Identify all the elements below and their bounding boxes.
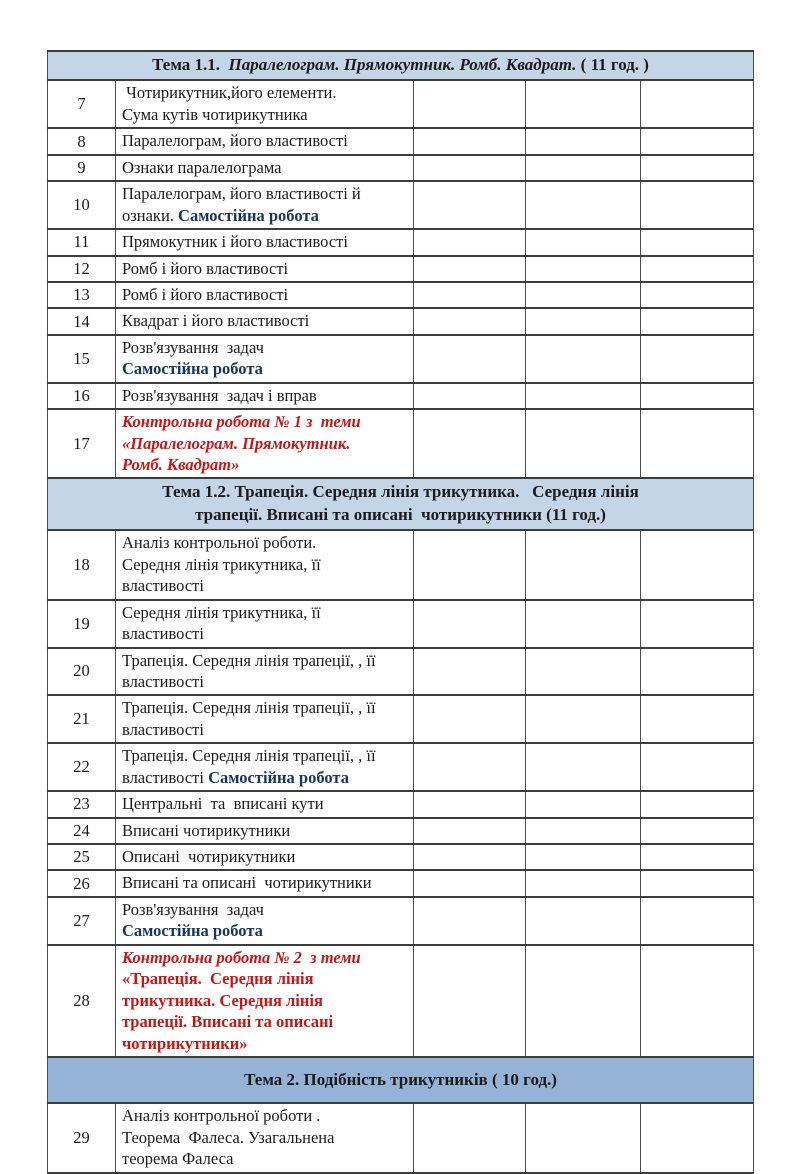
lesson-topic-cell bbox=[116, 181, 414, 229]
lesson-topic-cell bbox=[116, 844, 414, 870]
empty-cell bbox=[526, 791, 641, 817]
empty-cell bbox=[526, 818, 641, 844]
text-line bbox=[54, 504, 747, 526]
text-run: Вписані та описані чотирикутники bbox=[122, 873, 372, 893]
text-line bbox=[122, 1033, 409, 1054]
text-run: Сума кутів чотирикутника bbox=[122, 104, 308, 124]
empty-cell bbox=[641, 409, 754, 478]
text-line bbox=[122, 623, 409, 644]
text-line bbox=[122, 1148, 409, 1169]
text-line bbox=[122, 745, 409, 766]
text-run: Чотирикутник,його елементи. bbox=[122, 83, 337, 103]
empty-cell bbox=[526, 229, 641, 255]
lesson-number-cell: 15 bbox=[48, 335, 116, 383]
lesson-topic-cell bbox=[116, 870, 414, 896]
text-line bbox=[122, 310, 409, 331]
text-run: Середня лінія трикутника, її bbox=[122, 602, 321, 622]
lesson-topic-cell bbox=[116, 128, 414, 154]
lesson-row bbox=[48, 1103, 754, 1172]
text-line bbox=[122, 385, 409, 406]
empty-cell bbox=[414, 870, 526, 896]
text-run: чотирикутники» bbox=[122, 1033, 248, 1053]
text-run: Описані чотирикутники bbox=[122, 847, 296, 866]
text-run: Центральні та вписані кути bbox=[122, 794, 324, 814]
lesson-row bbox=[48, 282, 754, 308]
lesson-number-cell: 29 bbox=[48, 1103, 116, 1172]
empty-cell bbox=[641, 743, 754, 791]
empty-cell bbox=[526, 128, 641, 154]
empty-cell bbox=[526, 1103, 641, 1172]
empty-cell bbox=[641, 282, 754, 308]
text-run: Тема 1.1. bbox=[152, 55, 229, 74]
lesson-row bbox=[48, 80, 754, 128]
text-run: Розв'язування задач і вправ bbox=[122, 385, 317, 405]
empty-cell bbox=[641, 256, 754, 282]
empty-cell bbox=[526, 80, 641, 128]
text-line bbox=[122, 968, 409, 989]
lesson-number-cell: 10 bbox=[48, 181, 116, 229]
theme-row bbox=[48, 51, 754, 80]
empty-cell bbox=[526, 897, 641, 945]
lesson-number-cell: 7 bbox=[48, 80, 116, 128]
text-line bbox=[122, 104, 409, 125]
text-line bbox=[122, 920, 409, 941]
curriculum-table bbox=[47, 50, 754, 1174]
theme-header-cell bbox=[48, 51, 754, 80]
text-line bbox=[122, 947, 409, 968]
text-run: Тема 1.2. Трапеція. Середня лінія трикутника. Середня лінія bbox=[162, 482, 639, 502]
text-line bbox=[54, 54, 747, 76]
text-run: Контрольна робота № 1 з теми bbox=[122, 412, 361, 432]
empty-cell bbox=[526, 335, 641, 383]
empty-cell bbox=[641, 897, 754, 945]
lesson-number-cell: 11 bbox=[48, 229, 116, 255]
lesson-topic-cell bbox=[116, 282, 414, 308]
lesson-number-cell: 24 bbox=[48, 818, 116, 844]
text-run: Самостійна робота bbox=[122, 921, 263, 941]
empty-cell bbox=[526, 870, 641, 896]
text-run: Ромб і його властивості bbox=[122, 284, 289, 304]
text-line bbox=[122, 899, 409, 920]
empty-cell bbox=[526, 383, 641, 409]
empty-cell bbox=[414, 282, 526, 308]
empty-cell bbox=[414, 530, 526, 599]
theme-header-cell bbox=[48, 478, 754, 530]
text-run: властивості bbox=[122, 767, 209, 787]
lesson-topic-cell bbox=[116, 743, 414, 791]
text-line bbox=[122, 454, 409, 475]
text-run: Ромб і його властивості bbox=[122, 258, 289, 278]
empty-cell bbox=[414, 791, 526, 817]
text-run: Вписані чотирикутники bbox=[122, 820, 291, 840]
lesson-number-cell: 23 bbox=[48, 791, 116, 817]
empty-cell bbox=[641, 308, 754, 334]
empty-cell bbox=[641, 945, 754, 1057]
empty-cell bbox=[414, 743, 526, 791]
text-run: Паралелограм, його властивості й bbox=[122, 184, 361, 204]
theme-row bbox=[48, 1057, 754, 1103]
text-line bbox=[122, 157, 409, 178]
text-run: «Паралелограм. Прямокутник. bbox=[122, 433, 351, 453]
text-line bbox=[122, 1011, 409, 1032]
text-line bbox=[54, 1069, 747, 1091]
empty-cell bbox=[414, 229, 526, 255]
lesson-row bbox=[48, 945, 754, 1057]
lesson-row bbox=[48, 695, 754, 743]
empty-cell bbox=[641, 383, 754, 409]
lesson-row bbox=[48, 897, 754, 945]
text-run: Квадрат і його властивості bbox=[122, 311, 310, 331]
empty-cell bbox=[414, 308, 526, 334]
text-line bbox=[122, 258, 409, 279]
text-run: Трапеція. Середня лінія трапеції, , її bbox=[122, 650, 376, 670]
empty-cell bbox=[414, 128, 526, 154]
text-run: Тема 2. Подібність трикутників ( 10 год.) bbox=[244, 1069, 557, 1089]
lesson-topic-cell bbox=[116, 409, 414, 478]
lesson-row bbox=[48, 308, 754, 334]
text-run: Розв'язування задач bbox=[122, 337, 264, 357]
text-line bbox=[122, 602, 409, 623]
text-run: трикутника. Середня лінія bbox=[122, 990, 323, 1010]
lesson-number-cell: 22 bbox=[48, 743, 116, 791]
text-run: Ромб. Квадрат» bbox=[122, 455, 240, 474]
text-run: Середня лінія трикутника, її bbox=[122, 554, 321, 574]
text-line bbox=[122, 337, 409, 358]
lesson-topic-cell bbox=[116, 818, 414, 844]
empty-cell bbox=[526, 256, 641, 282]
empty-cell bbox=[641, 648, 754, 696]
text-run: теорема Фалеса bbox=[122, 1149, 234, 1169]
lesson-number-cell: 17 bbox=[48, 409, 116, 478]
text-line bbox=[122, 183, 409, 204]
lesson-row bbox=[48, 383, 754, 409]
text-line bbox=[122, 793, 409, 814]
lesson-topic-cell bbox=[116, 530, 414, 599]
text-run: Аналіз контрольної роботи. bbox=[122, 533, 317, 553]
text-run: Самостійна робота bbox=[122, 359, 263, 379]
lesson-topic-cell bbox=[116, 1103, 414, 1172]
empty-cell bbox=[414, 256, 526, 282]
text-run: Паралелограм, його властивості bbox=[122, 131, 348, 151]
empty-cell bbox=[414, 818, 526, 844]
empty-cell bbox=[641, 335, 754, 383]
lesson-row bbox=[48, 229, 754, 255]
theme-row bbox=[48, 478, 754, 530]
text-run: Самостійна робота bbox=[178, 205, 319, 225]
text-line bbox=[122, 846, 409, 867]
text-run: Аналіз контрольної роботи . bbox=[122, 1106, 321, 1126]
empty-cell bbox=[414, 409, 526, 478]
empty-cell bbox=[526, 600, 641, 648]
lesson-number-cell: 20 bbox=[48, 648, 116, 696]
empty-cell bbox=[641, 80, 754, 128]
lesson-topic-cell bbox=[116, 648, 414, 696]
lesson-number-cell: 25 bbox=[48, 844, 116, 870]
empty-cell bbox=[526, 695, 641, 743]
lesson-row bbox=[48, 791, 754, 817]
text-line bbox=[122, 697, 409, 718]
empty-cell bbox=[526, 743, 641, 791]
empty-cell bbox=[414, 945, 526, 1057]
lesson-number-cell: 19 bbox=[48, 600, 116, 648]
lesson-topic-cell bbox=[116, 155, 414, 181]
text-run: Ознаки паралелограма bbox=[122, 157, 282, 177]
lesson-number-cell: 28 bbox=[48, 945, 116, 1057]
empty-cell bbox=[641, 229, 754, 255]
text-line bbox=[122, 719, 409, 740]
lesson-row bbox=[48, 743, 754, 791]
lesson-number-cell: 21 bbox=[48, 695, 116, 743]
empty-cell bbox=[641, 695, 754, 743]
text-line bbox=[122, 872, 409, 893]
lesson-row bbox=[48, 600, 754, 648]
text-run: властивості bbox=[122, 576, 204, 596]
lesson-number-cell: 26 bbox=[48, 870, 116, 896]
empty-cell bbox=[526, 308, 641, 334]
text-line bbox=[122, 532, 409, 553]
lesson-number-cell: 18 bbox=[48, 530, 116, 599]
lesson-number-cell: 13 bbox=[48, 282, 116, 308]
text-run: ознаки. bbox=[122, 205, 179, 225]
text-run: трапеції. Вписані та описані чотирикутники (11 год.) bbox=[195, 504, 606, 524]
lesson-row bbox=[48, 844, 754, 870]
text-line bbox=[122, 130, 409, 151]
lesson-topic-cell bbox=[116, 308, 414, 334]
empty-cell bbox=[526, 155, 641, 181]
theme-header-cell bbox=[48, 1057, 754, 1103]
text-line bbox=[122, 575, 409, 596]
lesson-topic-cell bbox=[116, 229, 414, 255]
text-line bbox=[122, 554, 409, 575]
empty-cell bbox=[414, 600, 526, 648]
empty-cell bbox=[641, 600, 754, 648]
text-line bbox=[54, 481, 747, 503]
empty-cell bbox=[526, 181, 641, 229]
lesson-number-cell: 9 bbox=[48, 155, 116, 181]
lesson-row bbox=[48, 870, 754, 896]
empty-cell bbox=[526, 648, 641, 696]
empty-cell bbox=[414, 335, 526, 383]
lesson-number-cell: 14 bbox=[48, 308, 116, 334]
lesson-topic-cell bbox=[116, 383, 414, 409]
empty-cell bbox=[526, 409, 641, 478]
lesson-topic-cell bbox=[116, 600, 414, 648]
empty-cell bbox=[414, 1103, 526, 1172]
empty-cell bbox=[526, 844, 641, 870]
empty-cell bbox=[414, 181, 526, 229]
text-line bbox=[122, 411, 409, 432]
text-run: Трапеція. Середня лінія трапеції, , її bbox=[122, 746, 376, 766]
text-line bbox=[122, 205, 409, 226]
text-run: Контрольна робота № 2 з теми bbox=[122, 947, 361, 967]
empty-cell bbox=[641, 181, 754, 229]
lesson-topic-cell bbox=[116, 945, 414, 1057]
lesson-row bbox=[48, 155, 754, 181]
text-run: ( 11 год. ) bbox=[576, 55, 649, 74]
text-line bbox=[122, 1127, 409, 1148]
lesson-number-cell: 16 bbox=[48, 383, 116, 409]
text-line bbox=[122, 433, 409, 454]
text-run: Розв'язування задач bbox=[122, 899, 264, 919]
lesson-number-cell: 8 bbox=[48, 128, 116, 154]
lesson-row bbox=[48, 128, 754, 154]
empty-cell bbox=[641, 128, 754, 154]
lesson-row bbox=[48, 648, 754, 696]
text-run: властивості bbox=[122, 624, 204, 644]
lesson-row bbox=[48, 818, 754, 844]
lesson-topic-cell bbox=[116, 695, 414, 743]
empty-cell bbox=[414, 844, 526, 870]
text-line bbox=[122, 650, 409, 671]
text-line bbox=[122, 671, 409, 692]
text-line bbox=[122, 820, 409, 841]
lesson-row bbox=[48, 335, 754, 383]
empty-cell bbox=[414, 897, 526, 945]
curriculum-table-body bbox=[48, 51, 754, 1173]
text-run: Самостійна робота bbox=[208, 767, 349, 787]
text-run: Трапеція. Середня лінія трапеції, , її bbox=[122, 698, 376, 718]
text-run: властивості bbox=[122, 671, 204, 691]
empty-cell bbox=[526, 530, 641, 599]
text-line bbox=[122, 82, 409, 103]
text-line bbox=[122, 1105, 409, 1126]
empty-cell bbox=[641, 155, 754, 181]
empty-cell bbox=[414, 648, 526, 696]
empty-cell bbox=[641, 530, 754, 599]
lesson-row bbox=[48, 530, 754, 599]
lesson-topic-cell bbox=[116, 791, 414, 817]
empty-cell bbox=[414, 695, 526, 743]
text-run: трапеції. Вписані та описані bbox=[122, 1012, 334, 1032]
lesson-row bbox=[48, 181, 754, 229]
lesson-topic-cell bbox=[116, 335, 414, 383]
text-line bbox=[122, 767, 409, 788]
lesson-row bbox=[48, 409, 754, 478]
text-line bbox=[122, 231, 409, 252]
empty-cell bbox=[526, 282, 641, 308]
lesson-number-cell: 27 bbox=[48, 897, 116, 945]
text-run: «Трапеція. Середня лінія bbox=[122, 969, 314, 989]
text-line bbox=[122, 990, 409, 1011]
empty-cell bbox=[526, 945, 641, 1057]
text-run: Прямокутник і його властивості bbox=[122, 232, 348, 252]
lesson-row bbox=[48, 256, 754, 282]
empty-cell bbox=[414, 155, 526, 181]
lesson-topic-cell bbox=[116, 897, 414, 945]
text-run: властивості bbox=[122, 719, 204, 739]
empty-cell bbox=[641, 870, 754, 896]
lesson-number-cell: 12 bbox=[48, 256, 116, 282]
empty-cell bbox=[414, 383, 526, 409]
lesson-topic-cell bbox=[116, 256, 414, 282]
text-line bbox=[122, 284, 409, 305]
empty-cell bbox=[641, 1103, 754, 1172]
empty-cell bbox=[641, 791, 754, 817]
text-line bbox=[122, 358, 409, 379]
lesson-topic-cell bbox=[116, 80, 414, 128]
empty-cell bbox=[641, 818, 754, 844]
text-run: Теорема Фалеса. Узагальнена bbox=[122, 1127, 335, 1147]
empty-cell bbox=[641, 844, 754, 870]
empty-cell bbox=[414, 80, 526, 128]
text-run: Паралелограм. Прямокутник. Ромб. Квадрат. bbox=[228, 55, 577, 74]
